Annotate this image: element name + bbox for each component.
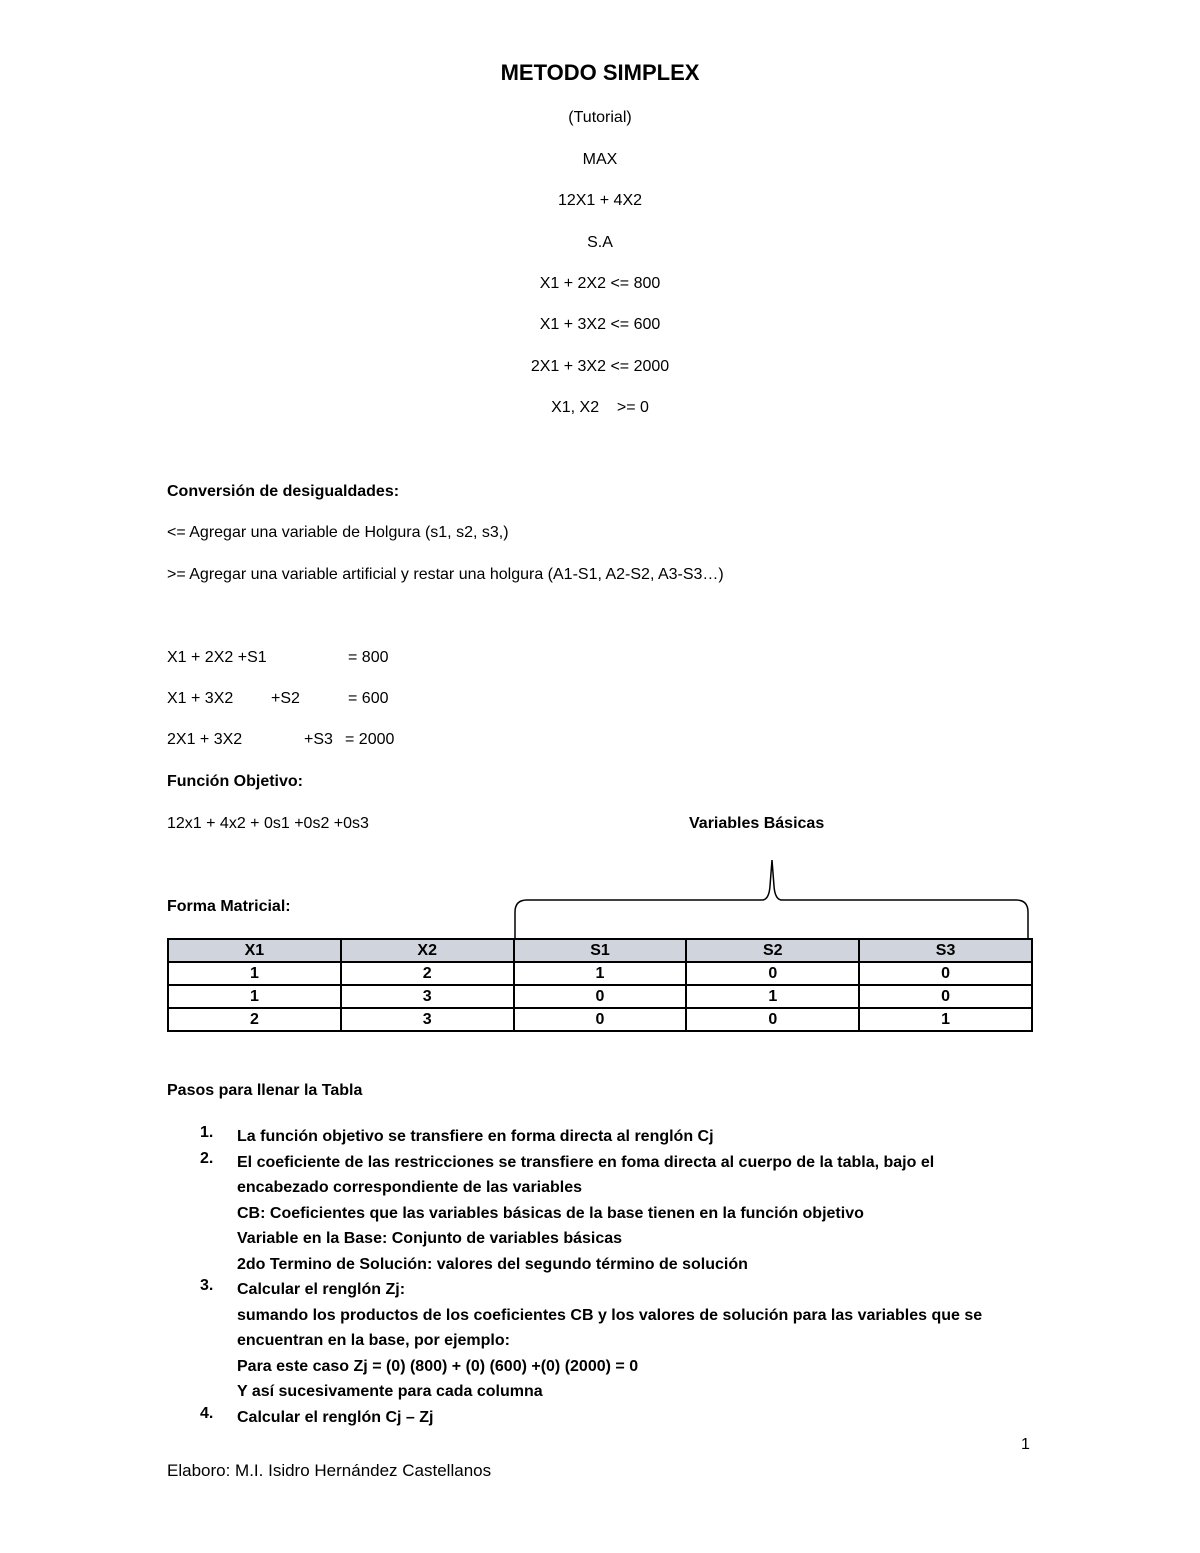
table-cell: 1 (168, 962, 341, 985)
problem-line: X1, X2 >= 0 (551, 399, 649, 416)
column-header: X2 (341, 939, 514, 962)
table-cell: 3 (341, 985, 514, 1008)
table-cell: 0 (686, 1008, 859, 1031)
list-item-text: encabezado correspondiente de las variables (237, 1179, 583, 1196)
table-cell: 2 (168, 1008, 341, 1031)
conversion-rule: >= Agregar una variable artificial y restar una holgura (A1-S1, A2-S2, A3-S3…) (167, 566, 724, 583)
list-item-text: Variable en la Base: Conjunto de variables básicas (237, 1230, 623, 1247)
table-row (168, 962, 1032, 985)
list-item-text: Para este caso Zj = (0) (800) + (0) (600) +(0) (2000) = 0 (237, 1357, 639, 1375)
equation-left: 2X1 + 3X2 (167, 731, 243, 748)
column-header: S2 (686, 939, 859, 962)
table-cell: 1 (514, 962, 687, 985)
problem-line: X1 + 3X2 <= 600 (539, 316, 661, 333)
conversion-rule: <= Agregar una variable de Holgura (s1, s2, s3,) (167, 524, 509, 541)
curly-brace (510, 856, 1035, 940)
conversion-heading: Conversión de desigualdades: (167, 483, 400, 500)
equation-slack: +S2 (271, 690, 300, 707)
list-item-number: 4. (200, 1404, 214, 1422)
table-cell: 0 (859, 962, 1032, 985)
table-cell: 1 (168, 985, 341, 1008)
table-cell: 0 (686, 962, 859, 985)
list-item (200, 1405, 1040, 1431)
list-item-text: encuentran en la base, por ejemplo: (237, 1332, 510, 1349)
list-item-text: Calcular el renglón Zj: (237, 1281, 406, 1298)
list-item (200, 1150, 1040, 1278)
table-cell: 1 (686, 985, 859, 1008)
list-item-number: 2. (200, 1149, 214, 1167)
steps-list (200, 1124, 1040, 1430)
objective-heading: Función Objetivo: (167, 773, 303, 790)
basic-variables-label: Variables Básicas (689, 815, 825, 832)
table-cell: 2 (341, 962, 514, 985)
list-item-text: El coeficiente de las restricciones se transfiere en foma directa al cuerpo de la tabla, bajo el (237, 1153, 935, 1171)
list-item-text: Y así sucesivamente para cada columna (237, 1383, 543, 1400)
equation-right: = 600 (348, 690, 389, 707)
equation-slack: +S3 (304, 731, 333, 748)
table-cell: 0 (514, 985, 687, 1008)
table-cell: 0 (859, 985, 1032, 1008)
list-item-text: CB: Coeficientes que las variables básicas de la base tienen en la función objetivo (237, 1204, 864, 1222)
list-item (200, 1277, 1040, 1405)
list-item (200, 1124, 1040, 1150)
objective-expression: 12x1 + 4x2 + 0s1 +0s2 +0s3 (167, 815, 369, 832)
document-subtitle: (Tutorial) (568, 109, 632, 126)
list-item-number: 1. (200, 1124, 214, 1141)
list-item-text: Calcular el renglón Cj – Zj (237, 1408, 434, 1426)
table-header-row (168, 939, 1032, 962)
problem-line: X1 + 2X2 <= 800 (539, 275, 661, 292)
steps-heading: Pasos para llenar la Tabla (167, 1082, 363, 1099)
table-row (168, 1008, 1032, 1031)
equation-right: = 800 (348, 649, 389, 666)
list-item-text: 2do Termino de Solución: valores del segundo término de solución (237, 1255, 748, 1273)
column-header: S1 (514, 939, 687, 962)
problem-line: S.A (587, 234, 613, 251)
document-title: METODO SIMPLEX (500, 60, 700, 85)
problem-line: 12X1 + 4X2 (557, 192, 643, 209)
table-row (168, 985, 1032, 1008)
matrix-table (167, 938, 1033, 1032)
list-item-text: La función objetivo se transfiere en forma directa al renglón Cj (237, 1128, 714, 1145)
column-header: X1 (168, 939, 341, 962)
table-cell: 0 (514, 1008, 687, 1031)
matrix-heading: Forma Matricial: (167, 898, 291, 915)
problem-line: MAX (582, 151, 618, 168)
column-header: S3 (859, 939, 1032, 962)
equation-left: X1 + 2X2 +S1 (167, 649, 267, 666)
page-number: 1 (1021, 1436, 1030, 1453)
table-cell: 3 (341, 1008, 514, 1031)
list-item-text: sumando los productos de los coeficientes CB y los valores de solución para las variables que se (237, 1306, 983, 1324)
table-cell: 1 (859, 1008, 1032, 1031)
equation-right: = 2000 (345, 731, 395, 748)
equation-left: X1 + 3X2 (167, 690, 234, 707)
list-item-number: 3. (200, 1277, 214, 1294)
problem-line: 2X1 + 3X2 <= 2000 (530, 358, 670, 375)
footer-author: Elaboro: M.I. Isidro Hernández Castellanos (167, 1461, 492, 1480)
